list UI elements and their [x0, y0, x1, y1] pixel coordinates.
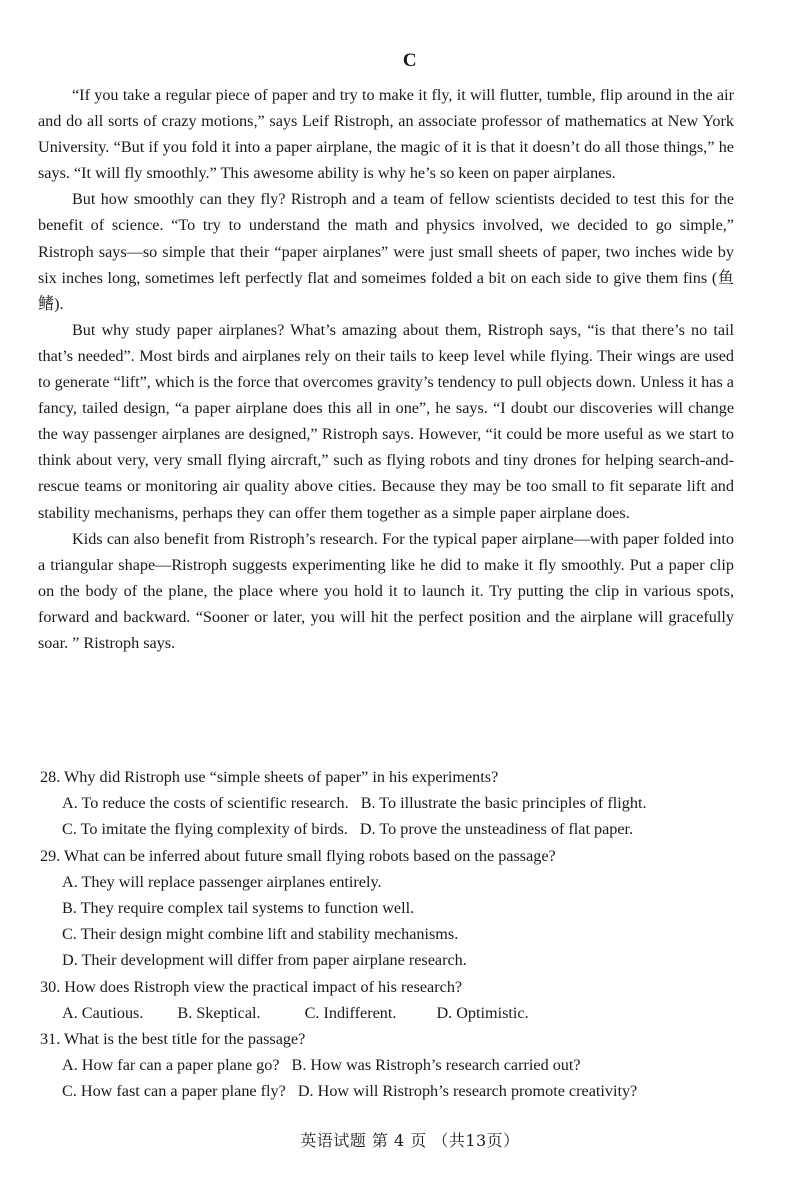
question-stem: 30. How does Ristroph view the practical impact of his research? [40, 977, 463, 996]
passage-paragraph-2: But how smoothly can they fly? Ristroph and a team of fellow scientists decided to test this for the benefit of science. “To try to understand the math and physics involved, we decided to go simple,” Ristroph says—so simple that their “paper airplanes” were just small sheets of paper, two inches wide by six inches long, sometimes left perfectly flat and someimes folded a bit on each side to give them fins (鱼鳍). [38, 190, 734, 313]
option-b: B. How was Ristroph’s research carried out? [291, 1056, 581, 1075]
option-c: C. How fast can a paper plane fly? [62, 1082, 286, 1101]
passage-paragraph-1: “If you take a regular piece of paper and try to make it fly, it will flutter, tumble, flip around in the air and do all sorts of crazy motions,” says Leif Ristroph, an associate professor of mathematics at New York University. “But if you fold it into a paper airplane, the magic of it is that it doesn’t do all those things,” he says. “It will fly smoothly.” This awesome ability is why he’s so keen on paper airplanes. [38, 86, 734, 183]
option-a: A. Cautious. [62, 1003, 144, 1022]
option-row [40, 790, 750, 816]
option-a: A. They will replace passenger airplanes entirely. [62, 872, 382, 891]
option-c: C. Their design might combine lift and stability mechanisms. [62, 925, 459, 944]
question-28 [40, 764, 750, 843]
question-stem: 31. What is the best title for the passage? [40, 1030, 306, 1049]
reading-passage [38, 82, 734, 656]
option-d: D. To prove the unsteadiness of flat paper. [359, 820, 634, 839]
option-c: C. To imitate the flying complexity of birds. [62, 820, 348, 839]
option-b: B. To illustrate the basic principles of flight. [360, 794, 647, 813]
option-b: B. Skeptical. [177, 1003, 261, 1022]
option-b: B. They require complex tail systems to function well. [62, 899, 415, 918]
question-31 [40, 1026, 750, 1105]
question-30 [40, 974, 750, 1026]
question-list [40, 764, 750, 1105]
section-heading: C [402, 50, 418, 71]
question-stem: 28. Why did Ristroph use “simple sheets of paper” in his experiments? [40, 768, 499, 786]
option-a: A. How far can a paper plane go? [62, 1056, 280, 1075]
passage-paragraph-4: Kids can also benefit from Ristroph’s research. For the typical paper airplane—with paper folded into a triangular shape—Ristroph suggests experimenting like he did to make it fly smoothly. Put a paper clip on the body of the plane, the place where you hold it to launch it. Try putting the clip in various spots, forward and backward. “Sooner or later, you will hit the perfect position and the airplane will gracefully soar. ” Ristroph says. [38, 529, 734, 652]
passage-paragraph-3: But why study paper airplanes? What’s amazing about them, Ristroph says, “is that there’s no tail that’s needed”. Most birds and airplanes rely on their tails to keep level while flying. Their wings are used to generate “lift”, which is the force that overcomes gravity’s tendency to pull objects down. Unless it has a fancy, tailed design, “a paper airplane does this all in one”, he says. “I doubt our discoveries will change the way passenger airplanes are designed,” Ristroph says. However, “it could be more useful as we start to think about very, very small flying aircraft,” such as flying robots and tiny drones for helping search-and-rescue teams or monitoring air quality above cities. Because they may be too small to fit separate lift and stability mechanisms, perhaps they can offer them together as a simple paper airplane does. [38, 320, 734, 522]
option-d: D. Their development will differ from paper airplane research. [62, 951, 467, 970]
option-d: D. Optimistic. [436, 1003, 529, 1022]
option-c: C. Indifferent. [304, 1003, 397, 1022]
option-d: D. How will Ristroph’s research promote creativity? [297, 1082, 638, 1101]
option-row [40, 1000, 750, 1026]
option-row [40, 1078, 750, 1104]
question-stem: 29. What can be inferred about future small flying robots based on the passage? [40, 846, 556, 865]
question-29 [40, 843, 750, 974]
page-footer: 英语试题 第 4 页 （共13页） [300, 1131, 520, 1150]
option-row [40, 1052, 750, 1078]
option-a: A. To reduce the costs of scientific research. [62, 794, 349, 813]
option-row [40, 816, 750, 842]
